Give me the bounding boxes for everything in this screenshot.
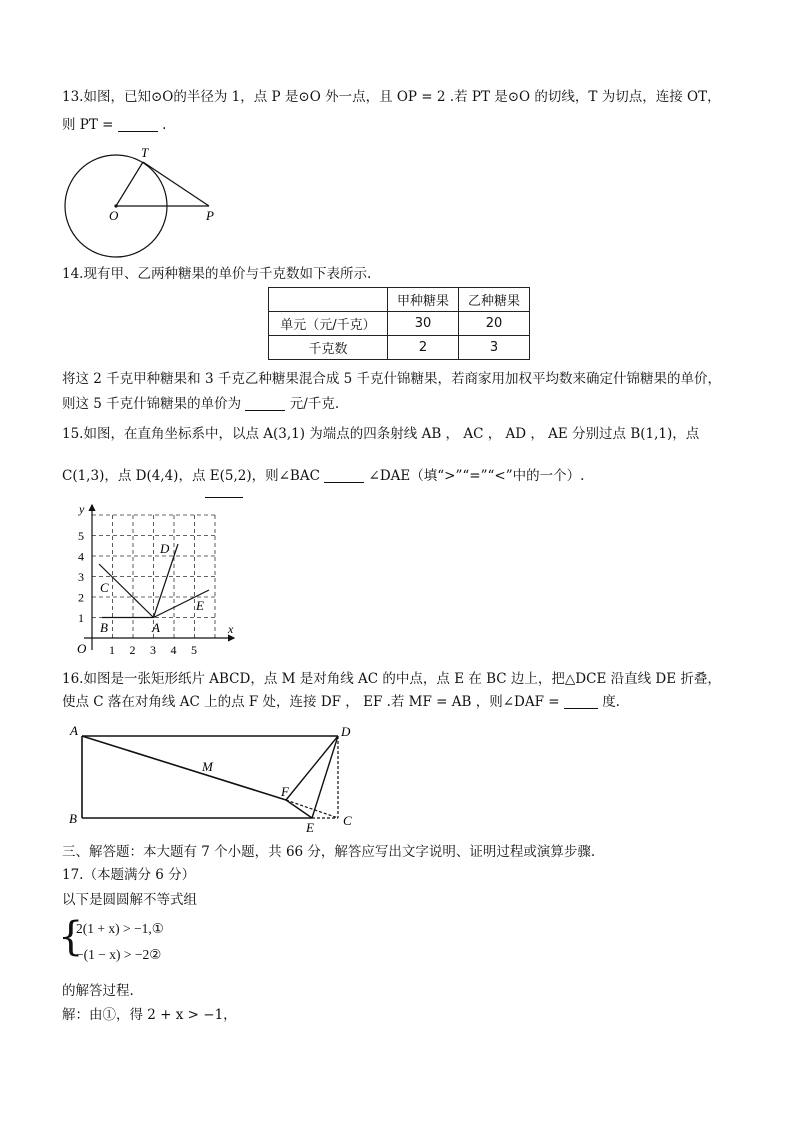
segment-fe xyxy=(286,800,312,818)
y-tick-label: 3 xyxy=(78,570,84,584)
segment-ot xyxy=(116,162,143,206)
q14-intro: 14.现有甲、乙两种糖果的单价与千克数如下表所示. xyxy=(62,266,372,282)
table-header-cell xyxy=(269,288,388,312)
point-c-label: C xyxy=(100,580,109,595)
q14-line3 xyxy=(62,395,339,413)
label-o: O xyxy=(109,208,119,223)
vertex-b-label: B xyxy=(69,811,77,826)
inequality-1: 2(1 + x) > −1,① xyxy=(76,921,164,936)
q16-line2-text: 使点 C 落在对角线 AC 上的点 F 处，连接 DF ， EF .若 MF = AB ，则∠DAF = xyxy=(62,694,560,710)
y-tick-label: 1 xyxy=(78,611,84,625)
q14-line2: 将这 2 千克甲种糖果和 3 千克乙种糖果混合成 5 千克什锦糖果，若商家用加权平均数来确定什锦糖果的单价， xyxy=(62,371,722,387)
diagonal-af xyxy=(82,736,286,800)
y-tick-label: 4 xyxy=(78,549,84,564)
dashed-fc xyxy=(286,800,338,818)
table-header-cell: 甲种糖果 xyxy=(388,288,459,312)
table-row xyxy=(269,312,530,336)
table-cell: 2 xyxy=(388,336,459,360)
system-brace: { xyxy=(58,914,84,960)
q14-line3-end: 元/千克. xyxy=(289,396,340,412)
table-cell: 千克数 xyxy=(269,336,388,360)
q13-line2-text: 则 PT = xyxy=(62,117,114,133)
vertex-d-label: D xyxy=(341,724,351,739)
point-d-label: D xyxy=(160,541,170,556)
candy-table xyxy=(268,287,530,360)
point-f-label: F xyxy=(281,784,289,799)
table-cell: 单元（元/千克） xyxy=(269,312,388,336)
y-axis-label: y xyxy=(79,502,85,516)
origin-label: O xyxy=(77,641,87,656)
table-cell: 30 xyxy=(388,312,459,336)
segment-tp xyxy=(143,162,209,206)
point-e-label: E xyxy=(196,598,204,613)
point-m-label: M xyxy=(202,759,213,774)
table-row xyxy=(269,336,530,360)
q16-line2-end: 度. xyxy=(602,694,620,710)
section3-heading: 三、解答题：本大题有 7 个小题，共 66 分，解答应写出文字说明、证明过程或演算步骤. xyxy=(62,844,596,860)
vertex-c-label: C xyxy=(343,813,352,828)
q17-solution-line1: 解：由①，得 2 + x > −1， xyxy=(62,1007,237,1023)
point-a-label: A xyxy=(152,620,160,635)
x-tick-labels xyxy=(109,643,197,657)
q13-line2-end: . xyxy=(162,117,167,133)
q13-line1: 13.如图，已知⊙O的半径为 1，点 P 是⊙O 外一点，且 OP = 2 .若 PT 是⊙O 的切线，T 为切点，连接 OT， xyxy=(62,89,721,105)
q13-line2 xyxy=(62,116,166,134)
q15-line2-text: C(1,3)，点 D(4,4)，点 E(5,2)，则∠BAC xyxy=(62,468,320,484)
inequality-2: −(1 − x) > −2② xyxy=(76,947,162,962)
q15-coordinate-figure xyxy=(62,500,247,660)
label-t: T xyxy=(141,145,149,160)
q15-line2 xyxy=(62,467,584,485)
q15-stray-underline xyxy=(205,497,243,498)
q17-intro: 以下是圆圆解不等式组 xyxy=(62,892,197,908)
q16-line1: 16.如图是一张矩形纸片 ABCD，点 M 是对角线 AC 的中点，点 E 在 BC 边上，把△DCE 沿直线 DE 折叠， xyxy=(62,671,721,687)
x-tick-label: 4 xyxy=(170,643,177,657)
q14-line3-text: 则这 5 千克什锦糖果的单价为 xyxy=(62,396,242,412)
q15-line2-end: ∠DAE（填“>”“=”“<”中的一个）. xyxy=(368,468,585,484)
y-tick-labels xyxy=(78,529,84,625)
x-axis-label: x xyxy=(228,622,234,636)
y-tick-label: 2 xyxy=(78,590,84,605)
table-cell: 20 xyxy=(459,312,530,336)
q14-answer-blank xyxy=(245,396,285,411)
table-header-cell: 乙种糖果 xyxy=(459,288,530,312)
rays xyxy=(99,544,209,618)
q13-answer-blank xyxy=(118,117,158,132)
y-tick-label: 5 xyxy=(78,529,84,543)
point-b-label: B xyxy=(100,620,108,635)
x-tick-label: 5 xyxy=(191,643,197,657)
point-e-label: E xyxy=(306,820,314,835)
q15-answer-blank xyxy=(324,468,364,483)
q13-circle-figure xyxy=(62,142,222,264)
x-tick-label: 3 xyxy=(150,643,156,657)
x-tick-label: 2 xyxy=(129,643,136,657)
q15-line1: 15.如图，在直角坐标系中，以点 A(3,1) 为端点的四条射线 AB ， AC ， AD ， AE 分别过点 B(1,1)，点 xyxy=(62,426,700,442)
segment-df xyxy=(286,736,338,800)
q16-answer-blank xyxy=(564,694,598,709)
vertex-a-label: A xyxy=(70,723,78,738)
x-tick-label: 1 xyxy=(109,643,115,657)
q16-rectangle-figure xyxy=(62,720,362,836)
q17-process: 的解答过程. xyxy=(62,983,134,999)
label-p: P xyxy=(206,208,214,223)
table-header-row xyxy=(269,288,530,312)
table-cell: 3 xyxy=(459,336,530,360)
segment-de xyxy=(312,736,338,818)
q17-title: 17.（本题满分 6 分） xyxy=(62,867,196,883)
q16-line2 xyxy=(62,693,620,711)
